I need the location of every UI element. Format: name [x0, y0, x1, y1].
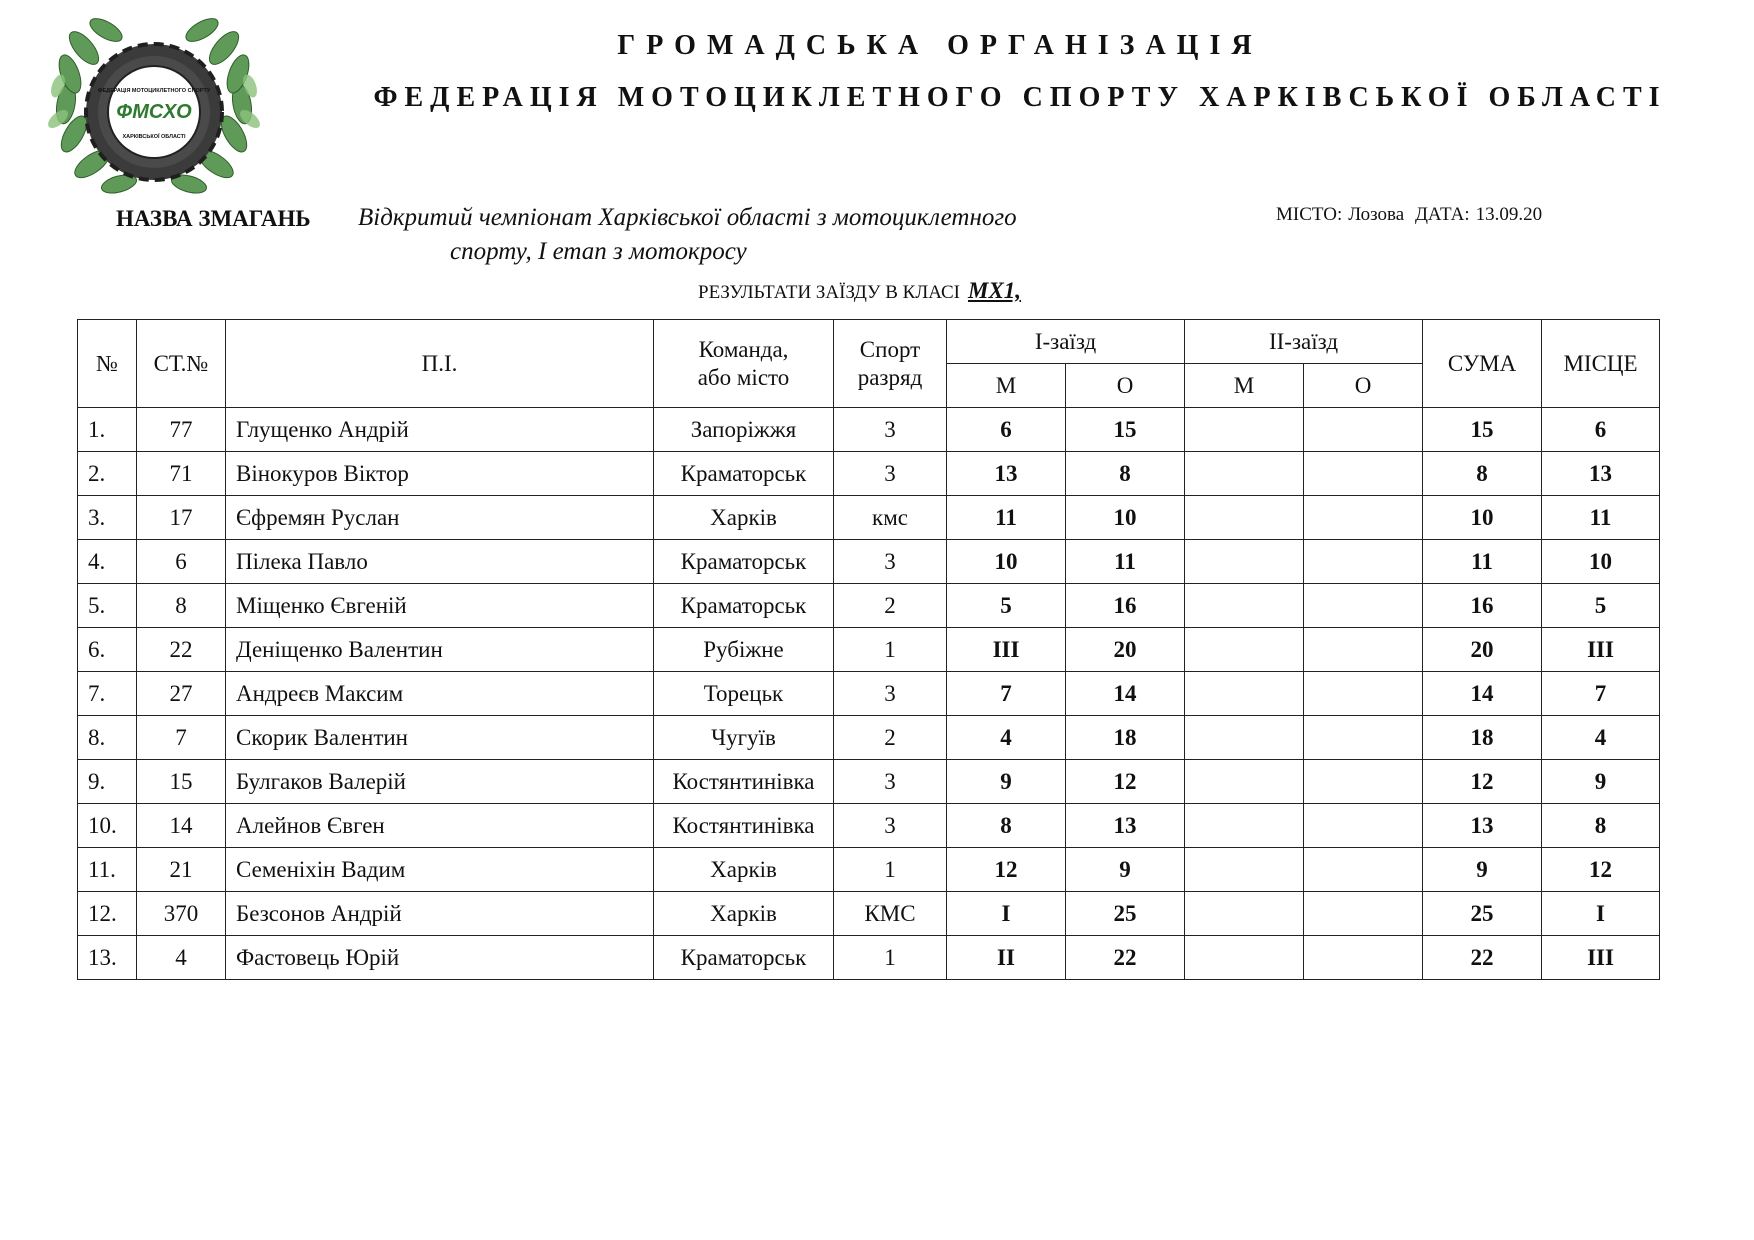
place-date	[1276, 204, 1548, 226]
cell-num: 6.	[78, 628, 137, 672]
cell-race2-o	[1304, 584, 1423, 628]
table-row	[78, 540, 1660, 584]
cell-race1-o: 18	[1066, 716, 1185, 760]
cell-sum: 18	[1423, 716, 1542, 760]
cell-sum: 13	[1423, 804, 1542, 848]
date-value: 13.09.20	[1475, 204, 1543, 225]
header-race1: I-заїзд	[947, 320, 1185, 364]
cell-sum: 15	[1423, 408, 1542, 452]
place-value: Лозова	[1348, 204, 1405, 225]
cell-rank: 1	[834, 628, 947, 672]
header-sum: СУМА	[1423, 320, 1542, 408]
cell-team: Торецьк	[654, 672, 834, 716]
cell-num: 7.	[78, 672, 137, 716]
cell-name: Пілека Павло	[226, 540, 654, 584]
cell-race2-m	[1185, 936, 1304, 980]
cell-num: 2.	[78, 452, 137, 496]
cell-team: Краматорськ	[654, 936, 834, 980]
cell-name: Алейнов Євген	[226, 804, 654, 848]
results-caption	[698, 278, 1021, 304]
cell-race1-m: I	[947, 892, 1066, 936]
cell-race1-m: 6	[947, 408, 1066, 452]
cell-race2-m	[1185, 584, 1304, 628]
cell-num: 3.	[78, 496, 137, 540]
header-race2: II-заїзд	[1185, 320, 1423, 364]
logo-text-main: ФМСХО	[116, 101, 192, 123]
cell-race2-m	[1185, 408, 1304, 452]
cell-race1-m: 5	[947, 584, 1066, 628]
cell-team: Чугуїв	[654, 716, 834, 760]
cell-race2-o	[1304, 408, 1423, 452]
org-title-line1: ГРОМАДСЬКА ОРГАНІЗАЦІЯ	[617, 30, 1263, 61]
cell-race1-m: 10	[947, 540, 1066, 584]
cell-race1-m: 13	[947, 452, 1066, 496]
results-table	[77, 319, 1660, 980]
header-team-line1: Команда,	[698, 336, 789, 362]
cell-race2-m	[1185, 892, 1304, 936]
competition-label: НАЗВА ЗМАГАНЬ	[116, 206, 311, 231]
cell-sum: 20	[1423, 628, 1542, 672]
cell-place: III	[1542, 628, 1660, 672]
cell-rank: 2	[834, 716, 947, 760]
cell-race2-o	[1304, 716, 1423, 760]
cell-place: 8	[1542, 804, 1660, 848]
cell-start: 17	[137, 496, 226, 540]
cell-race2-o	[1304, 628, 1423, 672]
cell-race1-m: 4	[947, 716, 1066, 760]
cell-race2-m	[1185, 716, 1304, 760]
federation-wreath-logo	[44, 14, 264, 209]
place-label: МІСТО:	[1276, 204, 1343, 225]
header-rank	[834, 320, 947, 408]
cell-place: III	[1542, 936, 1660, 980]
cell-name: Фастовець Юрій	[226, 936, 654, 980]
header-place: МІСЦЕ	[1542, 320, 1660, 408]
cell-race2-o	[1304, 760, 1423, 804]
table-row	[78, 628, 1660, 672]
cell-race1-m: 9	[947, 760, 1066, 804]
cell-start: 8	[137, 584, 226, 628]
cell-place: 13	[1542, 452, 1660, 496]
cell-race2-o	[1304, 848, 1423, 892]
cell-start: 71	[137, 452, 226, 496]
table-row	[78, 584, 1660, 628]
cell-name: Єфремян Руслан	[226, 496, 654, 540]
cell-place: I	[1542, 892, 1660, 936]
cell-race2-m	[1185, 848, 1304, 892]
cell-sum: 10	[1423, 496, 1542, 540]
header-rank-line1: Спорт	[859, 336, 921, 362]
cell-race1-o: 9	[1066, 848, 1185, 892]
cell-rank: 1	[834, 848, 947, 892]
cell-rank: КМС	[834, 892, 947, 936]
cell-race1-m: II	[947, 936, 1066, 980]
table-row	[78, 848, 1660, 892]
cell-place: 4	[1542, 716, 1660, 760]
cell-race1-o: 11	[1066, 540, 1185, 584]
cell-sum: 9	[1423, 848, 1542, 892]
table-row	[78, 936, 1660, 980]
cell-race2-m	[1185, 672, 1304, 716]
table-row	[78, 760, 1660, 804]
cell-num: 1.	[78, 408, 137, 452]
cell-rank: 3	[834, 804, 947, 848]
cell-name: Міщенко Євгеній	[226, 584, 654, 628]
cell-race1-o: 13	[1066, 804, 1185, 848]
cell-name: Деніщенко Валентин	[226, 628, 654, 672]
cell-race2-m	[1185, 452, 1304, 496]
cell-start: 14	[137, 804, 226, 848]
cell-start: 27	[137, 672, 226, 716]
cell-race2-o	[1304, 540, 1423, 584]
cell-name: Булгаков Валерій	[226, 760, 654, 804]
cell-team: Краматорськ	[654, 540, 834, 584]
cell-rank: 3	[834, 452, 947, 496]
cell-num: 5.	[78, 584, 137, 628]
cell-place: 6	[1542, 408, 1660, 452]
cell-team: Рубіжне	[654, 628, 834, 672]
cell-start: 370	[137, 892, 226, 936]
competition-name-line2: спорту, I етап з мотокросу	[450, 238, 747, 265]
cell-race2-m	[1185, 628, 1304, 672]
cell-start: 22	[137, 628, 226, 672]
table-row	[78, 452, 1660, 496]
cell-race1-m: 8	[947, 804, 1066, 848]
cell-race2-m	[1185, 760, 1304, 804]
table-row	[78, 892, 1660, 936]
header-race2-m: М	[1185, 364, 1304, 408]
cell-sum: 25	[1423, 892, 1542, 936]
header-team-line2: або місто	[697, 364, 790, 390]
cell-race1-m: 11	[947, 496, 1066, 540]
cell-team: Костянтинівка	[654, 760, 834, 804]
cell-team: Краматорськ	[654, 584, 834, 628]
cell-race2-m	[1185, 496, 1304, 540]
cell-start: 6	[137, 540, 226, 584]
cell-race2-o	[1304, 452, 1423, 496]
table-row	[78, 672, 1660, 716]
cell-sum: 22	[1423, 936, 1542, 980]
cell-race1-o: 12	[1066, 760, 1185, 804]
cell-race2-o	[1304, 804, 1423, 848]
cell-sum: 14	[1423, 672, 1542, 716]
cell-team: Харків	[654, 496, 834, 540]
table-row	[78, 716, 1660, 760]
results-caption-text: РЕЗУЛЬТАТИ ЗАЇЗДУ В КЛАСІ	[698, 282, 960, 303]
cell-race1-o: 14	[1066, 672, 1185, 716]
table-row	[78, 804, 1660, 848]
header-team	[654, 320, 834, 408]
cell-sum: 12	[1423, 760, 1542, 804]
cell-num: 10.	[78, 804, 137, 848]
cell-race2-o	[1304, 496, 1423, 540]
cell-place: 10	[1542, 540, 1660, 584]
cell-race2-o	[1304, 672, 1423, 716]
org-title-line2: ФЕДЕРАЦІЯ МОТОЦИКЛЕТНОГО СПОРТУ ХАРКІВСЬКОЇ ОБЛАСТІ	[373, 82, 1667, 113]
cell-race1-o: 16	[1066, 584, 1185, 628]
cell-race2-m	[1185, 540, 1304, 584]
cell-race2-o	[1304, 936, 1423, 980]
cell-race1-o: 8	[1066, 452, 1185, 496]
cell-num: 11.	[78, 848, 137, 892]
cell-name: Скорик Валентин	[226, 716, 654, 760]
cell-name: Андреєв Максим	[226, 672, 654, 716]
cell-num: 13.	[78, 936, 137, 980]
cell-team: Харків	[654, 848, 834, 892]
cell-num: 4.	[78, 540, 137, 584]
cell-race1-o: 22	[1066, 936, 1185, 980]
cell-rank: 2	[834, 584, 947, 628]
logo-text-bottom: ХАРКІВСЬКОЇ ОБЛАСТІ	[122, 134, 186, 140]
cell-sum: 11	[1423, 540, 1542, 584]
header-num: №	[78, 320, 137, 408]
header-rank-line2: разряд	[857, 364, 923, 390]
cell-race1-m: 7	[947, 672, 1066, 716]
competition-name-line1: Відкритий чемпіонат Харківської області з мотоциклетного	[358, 204, 1017, 231]
header-name: П.І.	[226, 320, 654, 408]
cell-num: 12.	[78, 892, 137, 936]
cell-start: 21	[137, 848, 226, 892]
logo-text-top: ФЕДЕРАЦІЯ МОТОЦИКЛЕТНОГО СПОРТУ	[97, 88, 211, 94]
cell-rank: 3	[834, 408, 947, 452]
cell-rank: 3	[834, 672, 947, 716]
cell-start: 4	[137, 936, 226, 980]
cell-rank: 3	[834, 760, 947, 804]
cell-start: 15	[137, 760, 226, 804]
header-start-num: СТ.№	[137, 320, 226, 408]
date-label: ДАТА:	[1414, 204, 1470, 225]
cell-place: 11	[1542, 496, 1660, 540]
cell-race1-m: 12	[947, 848, 1066, 892]
cell-race1-m: III	[947, 628, 1066, 672]
table-row	[78, 408, 1660, 452]
cell-start: 7	[137, 716, 226, 760]
cell-place: 7	[1542, 672, 1660, 716]
cell-race2-m	[1185, 804, 1304, 848]
cell-rank: 1	[834, 936, 947, 980]
header-race1-m: М	[947, 364, 1066, 408]
table-row	[78, 496, 1660, 540]
cell-team: Запоріжжя	[654, 408, 834, 452]
cell-name: Безсонов Андрій	[226, 892, 654, 936]
cell-place: 12	[1542, 848, 1660, 892]
cell-rank: 3	[834, 540, 947, 584]
cell-num: 8.	[78, 716, 137, 760]
cell-team: Костянтинівка	[654, 804, 834, 848]
cell-sum: 16	[1423, 584, 1542, 628]
cell-num: 9.	[78, 760, 137, 804]
header-race2-o: О	[1304, 364, 1423, 408]
cell-team: Харків	[654, 892, 834, 936]
cell-race1-o: 15	[1066, 408, 1185, 452]
cell-race1-o: 25	[1066, 892, 1185, 936]
cell-name: Вінокуров Віктор	[226, 452, 654, 496]
cell-place: 5	[1542, 584, 1660, 628]
cell-rank: кмс	[834, 496, 947, 540]
header-race1-o: О	[1066, 364, 1185, 408]
cell-start: 77	[137, 408, 226, 452]
class-name: MX1,	[968, 278, 1022, 303]
cell-name: Семеніхін Вадим	[226, 848, 654, 892]
cell-place: 9	[1542, 760, 1660, 804]
cell-sum: 8	[1423, 452, 1542, 496]
cell-race1-o: 20	[1066, 628, 1185, 672]
cell-name: Глущенко Андрій	[226, 408, 654, 452]
table-header-row	[78, 320, 1660, 364]
cell-race1-o: 10	[1066, 496, 1185, 540]
cell-team: Краматорськ	[654, 452, 834, 496]
cell-race2-o	[1304, 892, 1423, 936]
